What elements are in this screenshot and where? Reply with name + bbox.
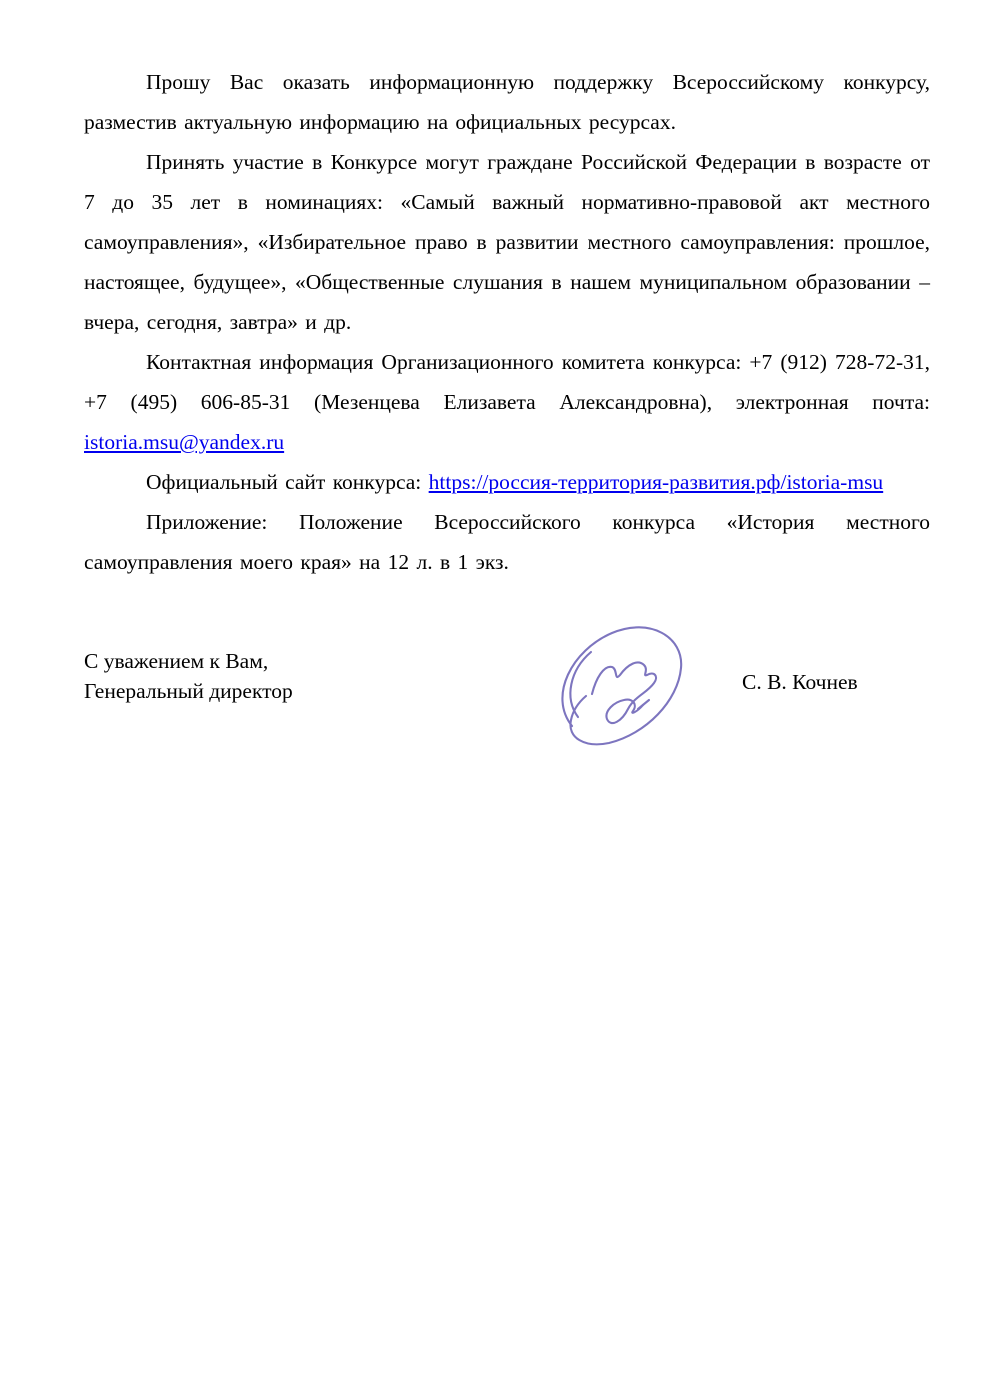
paragraph-attachment: Приложение: Положение Всероссийского конкурса «История местного самоуправления моего края» на 12 л. в 1 экз. xyxy=(84,510,930,574)
official-site-text: Официальный сайт конкурса: xyxy=(146,470,429,494)
closing-lines xyxy=(84,646,293,706)
paragraph-contact-info xyxy=(84,342,930,462)
signature-block xyxy=(84,618,930,798)
paragraph-participation-rules: Принять участие в Конкурсе могут граждане Российской Федерации в возрасте от 7 до 35 лет в номинациях: «Самый важный нормативно-правовой акт местного самоуправления», «Избирательное право в развитии местного самоуправления: прошлое, настоящее, будущее», «Общественные слушания в нашем муниципальном образовании – вчера, сегодня, завтра» и др. xyxy=(84,150,930,334)
closing-line-title: Генеральный директор xyxy=(84,679,293,703)
email-link[interactable]: istoria.msu@yandex.ru xyxy=(84,430,285,454)
closing-line-regards: С уважением к Вам, xyxy=(84,649,269,673)
paragraph-official-site xyxy=(84,462,930,502)
paragraph-support-request: Прошу Вас оказать информационную поддержку Всероссийскому конкурсу, разместив актуальную информацию на официальных ресурсах. xyxy=(84,70,930,134)
handwritten-signature xyxy=(548,614,696,752)
site-link[interactable]: https://россия-территория-развития.рф/istoria-msu xyxy=(428,470,884,494)
contact-info-text: Контактная информация Организационного комитета конкурса: +7 (912) 728-72-31, +7 (495) 606-85-31 (Мезенцева Елизавета Александровна), электронная почта: xyxy=(84,350,930,414)
signer-name: С. В. Кочнев xyxy=(742,670,858,694)
